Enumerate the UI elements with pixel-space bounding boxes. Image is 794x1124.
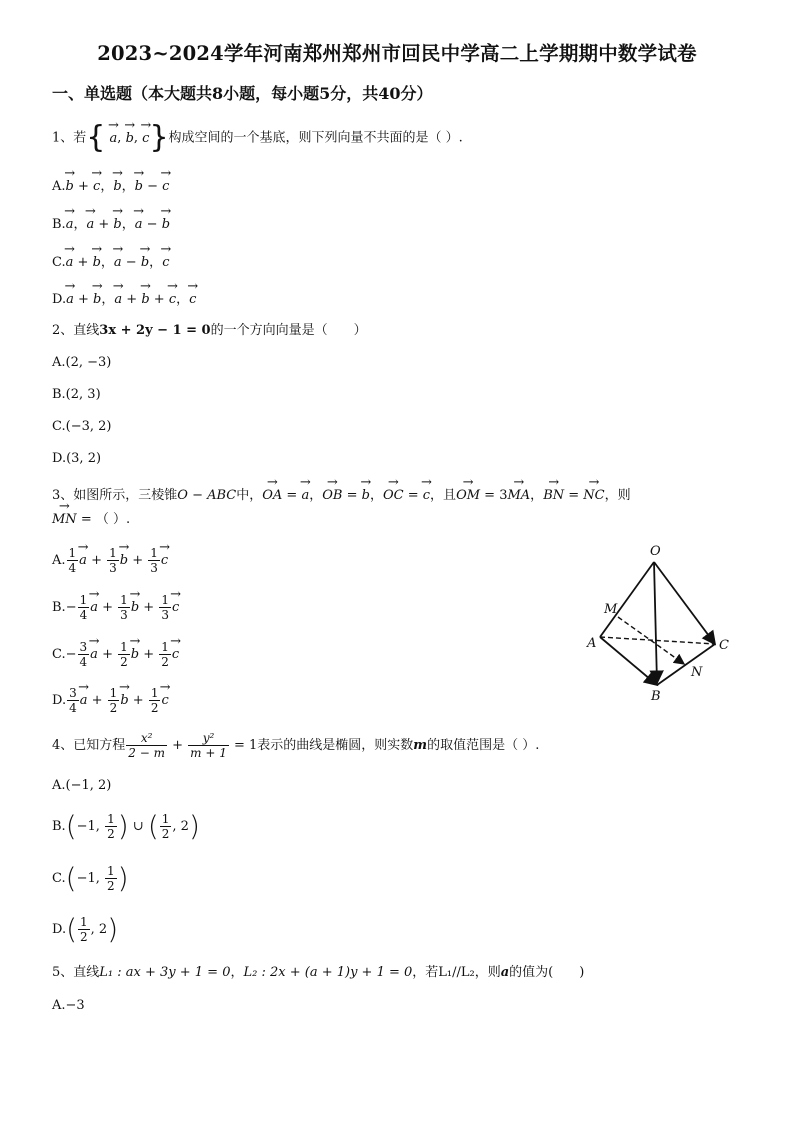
option-label: B. bbox=[52, 819, 66, 834]
page-title: 2023~2024学年河南郑州郑州市回民中学高二上学期期中数学试卷 bbox=[97, 42, 697, 65]
question-1-stem bbox=[52, 120, 463, 155]
q3-option-d[interactable]: D. $\frac{3}{4}$ → a + $\frac{1}{2}$ → b + $\frac{1}{2}$ → c bbox=[52, 686, 169, 715]
section-heading: 一、单选题（本大题共8小题，每小题5分，共40分） bbox=[52, 84, 433, 103]
edge-OC bbox=[654, 562, 715, 644]
q4-option-d[interactable]: D.( $\frac{1}{2}$ , 2) bbox=[52, 912, 119, 946]
q4-text-end: 的取值范围是（ ）. bbox=[427, 738, 540, 753]
q4-var: m bbox=[413, 738, 428, 753]
q3-text-mid: 中， bbox=[236, 488, 263, 503]
left-brace-icon: { bbox=[86, 120, 106, 155]
q2-option-d[interactable]: D.(3, 2) bbox=[52, 451, 102, 466]
q2-option-c[interactable]: C.(−3, 2) bbox=[52, 419, 112, 434]
q5-sep: ， bbox=[230, 965, 244, 980]
q2-option-a[interactable]: A.(2, −3) bbox=[52, 355, 112, 370]
question-4-stem: 4、已知方程 $\frac{\text{x²}}{2 - m}$ + $\frac{\text{y²}}{m + 1}$ = 1表示的曲线是椭圆，则实数m的取值范围是（ ）. bbox=[52, 731, 540, 760]
q2-equation: 3x + 2y − 1 = 0 bbox=[99, 323, 211, 338]
label-C: C bbox=[719, 638, 729, 653]
question-3-ask: → MN = （ ）. bbox=[52, 511, 130, 529]
option-label: C. bbox=[52, 647, 66, 662]
option-label: A. bbox=[52, 553, 66, 568]
q2-text: 2、直线 bbox=[52, 323, 100, 338]
option-label: A. bbox=[52, 179, 66, 194]
segment-MN bbox=[618, 617, 684, 664]
q3-ask: = （ ）. bbox=[80, 512, 131, 527]
comma: , bbox=[117, 130, 122, 146]
q3-option-c[interactable]: C.− $\frac{3}{4}$ → a + $\frac{1}{2}$ → b + $\frac{1}{2}$ → c bbox=[52, 640, 179, 669]
q5-option-a[interactable]: A.−3 bbox=[52, 998, 85, 1013]
label-B: B bbox=[651, 689, 661, 704]
q4-text: 4、已知方程 bbox=[52, 738, 126, 753]
q2-text-end: 的一个方向向量是（ ） bbox=[210, 323, 367, 338]
question-5-stem bbox=[52, 964, 584, 982]
vector-b: → b bbox=[126, 130, 134, 148]
q4-text-mid: = 1表示的曲线是椭圆，则实数 bbox=[234, 738, 414, 753]
q2-option-b[interactable]: B.(2, 3) bbox=[52, 387, 101, 402]
q5-line-2: L₂ : 2x + (a + 1)y + 1 = 0 bbox=[243, 965, 413, 980]
q1-option-b[interactable]: B.→ a，→ a + → b，→ a − → b bbox=[52, 216, 170, 234]
option-label: D. bbox=[52, 922, 67, 937]
option-label: C. bbox=[52, 255, 66, 270]
question-2-stem bbox=[52, 322, 367, 340]
q1-option-c[interactable]: C.→ a + → b，→ a − → b，→ c bbox=[52, 254, 169, 272]
label-M: M bbox=[604, 602, 618, 617]
comma: , bbox=[133, 130, 139, 146]
q5-cond: ，若L₁//L₂，则 bbox=[412, 965, 501, 980]
edge-OB bbox=[654, 562, 657, 683]
q4-option-b[interactable]: B.(−1, $\frac{1}{2}$ ) ∪ ( $\frac{1}{2}$ , 2) bbox=[52, 809, 200, 843]
right-brace-icon: } bbox=[149, 120, 169, 155]
q5-text: 5、直线 bbox=[52, 965, 100, 980]
q3-and: ，且 bbox=[430, 488, 457, 503]
question-3-stem: 3、如图所示，三棱锥O − ABC中，→ OA = → a，→ OB = → b，→ OC = → c，且→ OM = 3→ MA，→ BN = → NC，则 bbox=[52, 487, 631, 505]
label-A: A bbox=[587, 636, 597, 651]
q3-pyramid: O − ABC bbox=[177, 488, 237, 503]
q4-option-a[interactable]: A.(−1, 2) bbox=[52, 778, 112, 793]
pyramid-figure bbox=[580, 540, 740, 710]
option-label: D. bbox=[52, 693, 67, 708]
edge-AC-hidden bbox=[600, 637, 715, 644]
option-label: B. bbox=[52, 600, 66, 615]
option-label: D. bbox=[52, 292, 67, 307]
q5-line-1: L₁ : ax + 3y + 1 = 0 bbox=[99, 965, 231, 980]
option-label: B. bbox=[52, 217, 66, 232]
vector-a: → a bbox=[110, 130, 118, 148]
q3-option-a[interactable]: A. $\frac{1}{4}$ → a + $\frac{1}{3}$ → b + $\frac{1}{3}$ → c bbox=[52, 546, 168, 575]
vector-c: → c bbox=[142, 130, 149, 148]
q1-number: 1、若 bbox=[52, 130, 87, 146]
q5-text-end: 的值为( ) bbox=[509, 965, 585, 980]
q1-option-d[interactable]: D.→ a + → b，→ a + → b + → c，→ c bbox=[52, 291, 196, 309]
q4-option-c[interactable]: C.(−1, $\frac{1}{2}$ ) bbox=[52, 861, 129, 895]
q1-option-a[interactable]: A.→ b + → c，→ b，→ b − → c bbox=[52, 178, 169, 196]
q3-text: 3、如图所示，三棱锥 bbox=[52, 488, 178, 503]
label-O: O bbox=[650, 544, 661, 559]
edge-OA bbox=[600, 562, 654, 637]
q5-var: a bbox=[500, 965, 510, 980]
q3-then: ，则 bbox=[604, 488, 631, 503]
edge-AB bbox=[600, 637, 657, 685]
option-label: C. bbox=[52, 871, 66, 886]
label-N: N bbox=[691, 665, 703, 680]
q3-option-b[interactable]: B.− $\frac{1}{4}$ → a + $\frac{1}{3}$ → b + $\frac{1}{3}$ → c bbox=[52, 593, 179, 622]
q1-rest: 构成空间的一个基底，则下列向量不共面的是（ ）. bbox=[168, 130, 463, 146]
